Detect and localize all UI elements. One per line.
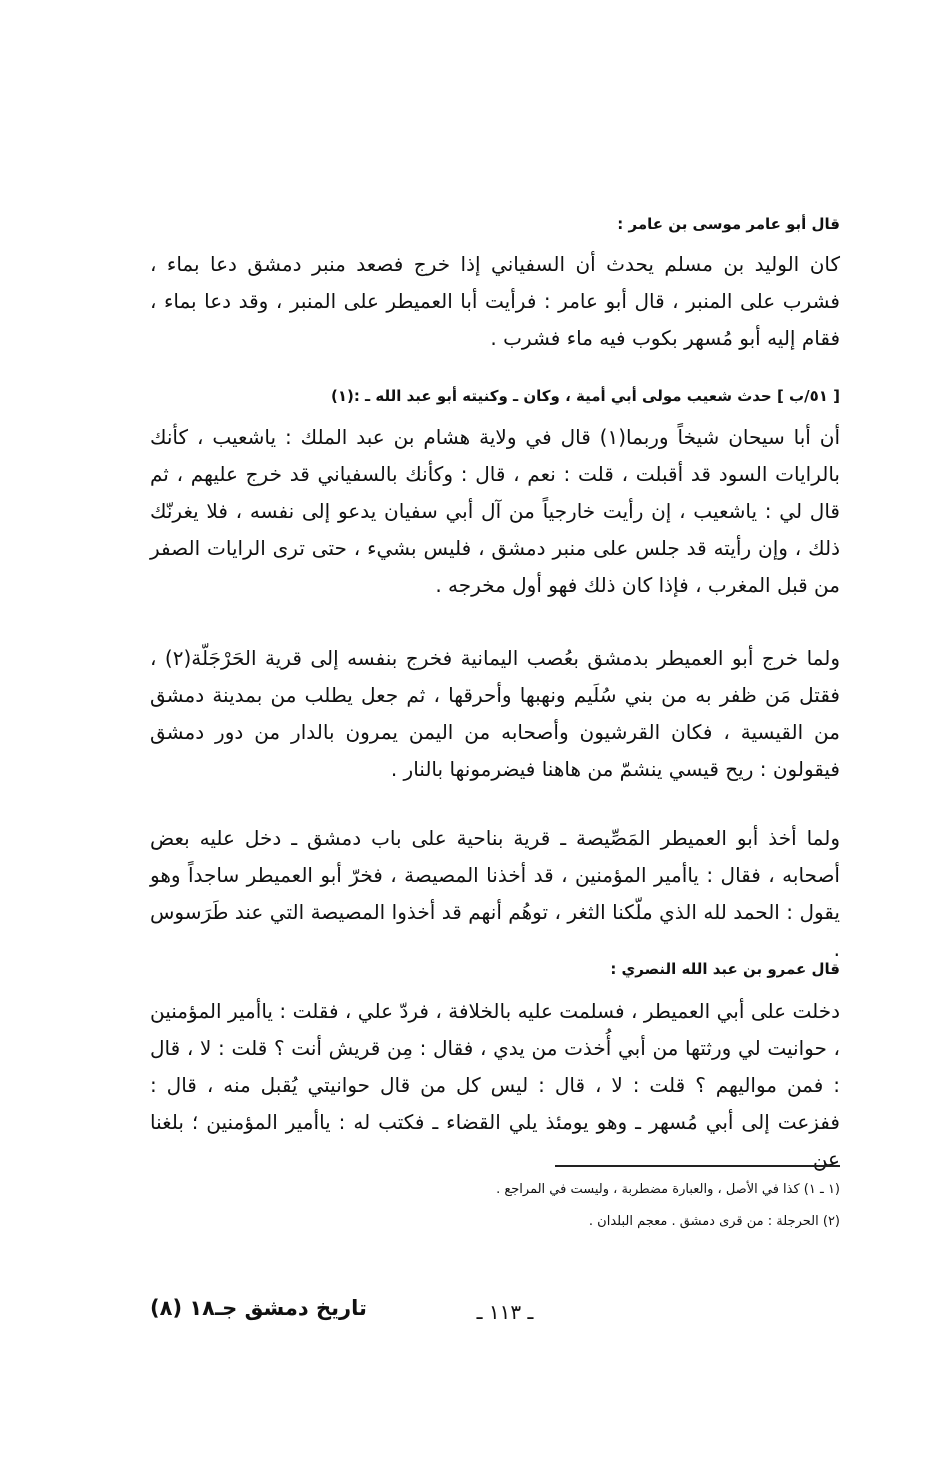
paragraph: أن أبا سيحان شيخاً وربما(١) قال في ولاية هشام بن عبد الملك : ياشعيب ، كأنك بالرايات السود قد أقبلت ، قلت : نعم ، قال : وكأنك بالسفياني قد خرج عليهم ، ثم قال لي : ياشعيب ، إن رأيت خارجياً من آل أبي سفيان يدعو إلى نفسه ، فلا يغرنّك ذلك ، وإن رأيته قد جلس على منبر دمشق ، فليس بشيء ، حتى ترى الرايات الصفر من قبل المغرب ، فإذا كان ذلك فهو أول مخرجه . [150,425,840,597]
paragraph: ولما أخذ أبو العميطر المَصِّيصة ـ قرية بناحية على باب دمشق ـ دخل عليه بعض أصحابه ، فقال : ياأمير المؤمنين ، قد أخذنا المصيصة ، فخرّ أبو العميطر ساجداً وهو يقول : الحمد لله الذي ملّكنا الثغر ، توهُم أنهم قد أخذوا المصيصة التي عند طَرَسوس . [150,826,840,961]
section-heading: قال عمرو بن عبد الله النصري : [610,960,840,978]
footnote: (١ ـ ١) كذا في الأصل ، والعبارة مضطربة ، وليست في المراجع . [496,1182,840,1197]
paragraph: دخلت على أبي العميطر ، فسلمت عليه بالخلافة ، فردّ علي ، فقلت : ياأمير المؤمنين ، حوانيت لي ورثتها من أبي أُخذت من يدي ، فقال : مِن قريش أنت ؟ قلت : لا ، قال : فمن مواليهم ؟ قلت : لا ، قال : ليس كل من قال حوانيتي يُقبل منه ، قال : ففزعت إلى أبي مُسهر ـ وهو يومئذ يلي القضاء ـ فكتب له : ياأمير المؤمنين ؛ بلغنا عن [150,999,840,1171]
section-heading: قال أبو عامر موسى بن عامر : [617,215,840,233]
book-title: تاريخ دمشق جـ١٨ (٨) [150,1296,367,1320]
footnote-divider [555,1165,840,1167]
paragraph: ولما خرج أبو العميطر بدمشق بعُصب اليمانية فخرج بنفسه إلى قرية الحَرْجَلّة(٢) ، فقتل مَن ظفر به من بني سُلَيم ونهبها وأحرقها ، ثم جعل يطلب من بمدينة دمشق من القيسية ، فكان القرشيون وأصحابه من اليمن يمرون بالدار من دور دمشق فيقولون : ريح قيسي ينشمّ من هاهنا فيضرمونها بالنار . [150,646,840,781]
page-number: ـ ١١٣ ـ [476,1300,534,1324]
section-heading: [ ٥١/ب ] حدث شعيب مولى أبي أمية ، وكان ـ وكنيته أبو عبد الله ـ :(١) [330,387,840,405]
paragraph: كان الوليد بن مسلم يحدث أن السفياني إذا خرج فصعد منبر دمشق دعا بماء ، فشرب على المنبر ، قال أبو عامر : فرأيت أبا العميطر على المنبر ، وقد دعا بماء ، فقام إليه أبو مُسهر بكوب فيه ماء فشرب . [150,252,840,350]
footnote: (٢) الحرجلة : من قرى دمشق . معجم البلدان . [588,1214,840,1229]
